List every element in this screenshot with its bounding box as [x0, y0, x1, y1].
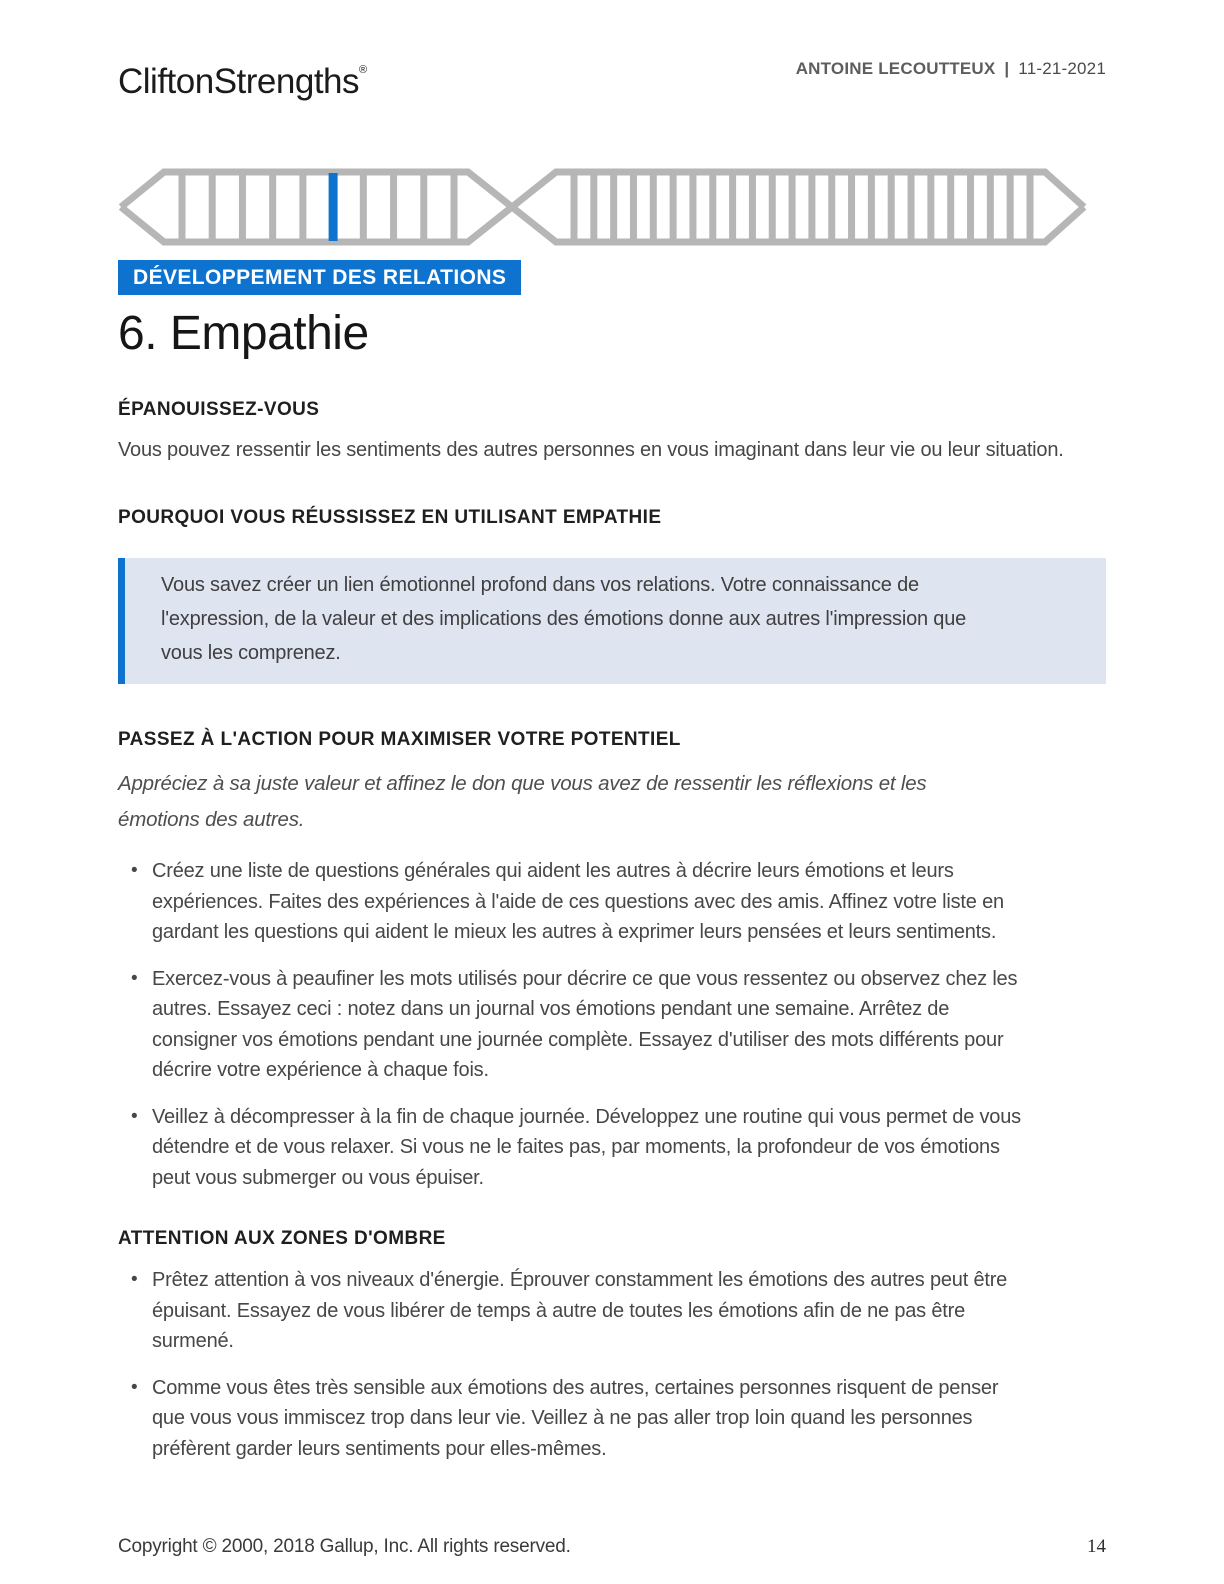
dna-bars [182, 173, 1030, 241]
list-item: • Comme vous êtes très sensible aux émotions des autres, certaines personnes risquent de penser que vous vous immiscez trop dans leur vie. Veillez à ne pas aller trop loin quand les personnes préfèrent garder leurs sentiments pour elles-mêmes. [118, 1373, 1106, 1465]
why-succeed-callout: Vous savez créer un lien émotionnel profond dans vos relations. Votre connaissance de l'expression, de la valeur et des implications des émotions donne aux autres l'impression que vous les comprenez. [118, 558, 1106, 684]
copyright-text: Copyright © 2000, 2018 Gallup, Inc. All rights reserved. [118, 1536, 571, 1557]
person-name: ANTOINE LECOUTTEUX [795, 59, 996, 78]
page-title: 6. Empathie [118, 307, 369, 360]
take-action-list [118, 856, 1106, 1193]
registered-trademark-icon: ® [359, 64, 367, 76]
list-item: • Prêtez attention à vos niveaux d'énergie. Éprouver constamment les émotions des autres peut être épuisant. Essayez de vous libérer de temps à autre de toutes les émotions afin de ne pas être surmené. [118, 1265, 1106, 1357]
dna-strand-bottom [121, 172, 1084, 242]
take-action-intro: Appréciez à sa juste valeur et affinez le don que vous avez de ressentir les réflexions et les émotions des autres. [118, 772, 927, 831]
page-number: 14 [1087, 1536, 1106, 1557]
thrive-body: Vous pouvez ressentir les sentiments des autres personnes en vous imaginant dans leur vie ou leur situation. [118, 439, 1064, 461]
list-item: • Créez une liste de questions générales qui aident les autres à décrire leurs émotions et leurs expériences. Faites des expériences à l'aide de ces questions avec des amis. Affinez votre liste en gardant les questions qui aident le mieux les autres à exprimer leurs pensées et leurs sentiments. [118, 856, 1106, 948]
dna-strand-graphic [118, 166, 1088, 248]
meta-separator: | [1004, 59, 1010, 78]
list-item: • Exercez-vous à peaufiner les mots utilisés pour décrire ce que vous ressentez ou observez chez les autres. Essayez ceci : notez dans un journal vos émotions pendant une semaine. Arrêtez de consigner vos émotions pendant une journée complète. Essayez d'utiliser des mots différents pour décrire votre expérience à chaque fois. [118, 964, 1106, 1086]
dna-strand-top [121, 172, 1084, 242]
report-date: 11-21-2021 [1018, 59, 1106, 78]
cliftonstrengths-logo [118, 48, 367, 104]
report-meta [796, 56, 1106, 82]
section-heading-take-action: PASSEZ À L'ACTION POUR MAXIMISER VOTRE POTENTIEL [118, 729, 681, 750]
logo-text: CliftonStrengths [118, 62, 360, 101]
section-heading-thrive: ÉPANOUISSEZ-VOUS [118, 399, 320, 420]
section-heading-blind-spots: ATTENTION AUX ZONES D'OMBRE [118, 1228, 446, 1249]
category-badge: DÉVELOPPEMENT DES RELATIONS [118, 260, 521, 295]
list-item: • Veillez à décompresser à la fin de chaque journée. Développez une routine qui vous permet de vous détendre et de vous relaxer. Si vous ne le faites pas, par moments, la profondeur de vos émotions peut vous submerger ou vous épuiser. [118, 1102, 1106, 1194]
section-heading-why-succeed: POURQUOI VOUS RÉUSSISSEZ EN UTILISANT EMPATHIE [118, 507, 662, 528]
blind-spots-list [118, 1265, 1106, 1464]
dna-strand-graphic-container [118, 166, 1088, 248]
page-footer [118, 1536, 1106, 1558]
page-header [118, 48, 1106, 104]
